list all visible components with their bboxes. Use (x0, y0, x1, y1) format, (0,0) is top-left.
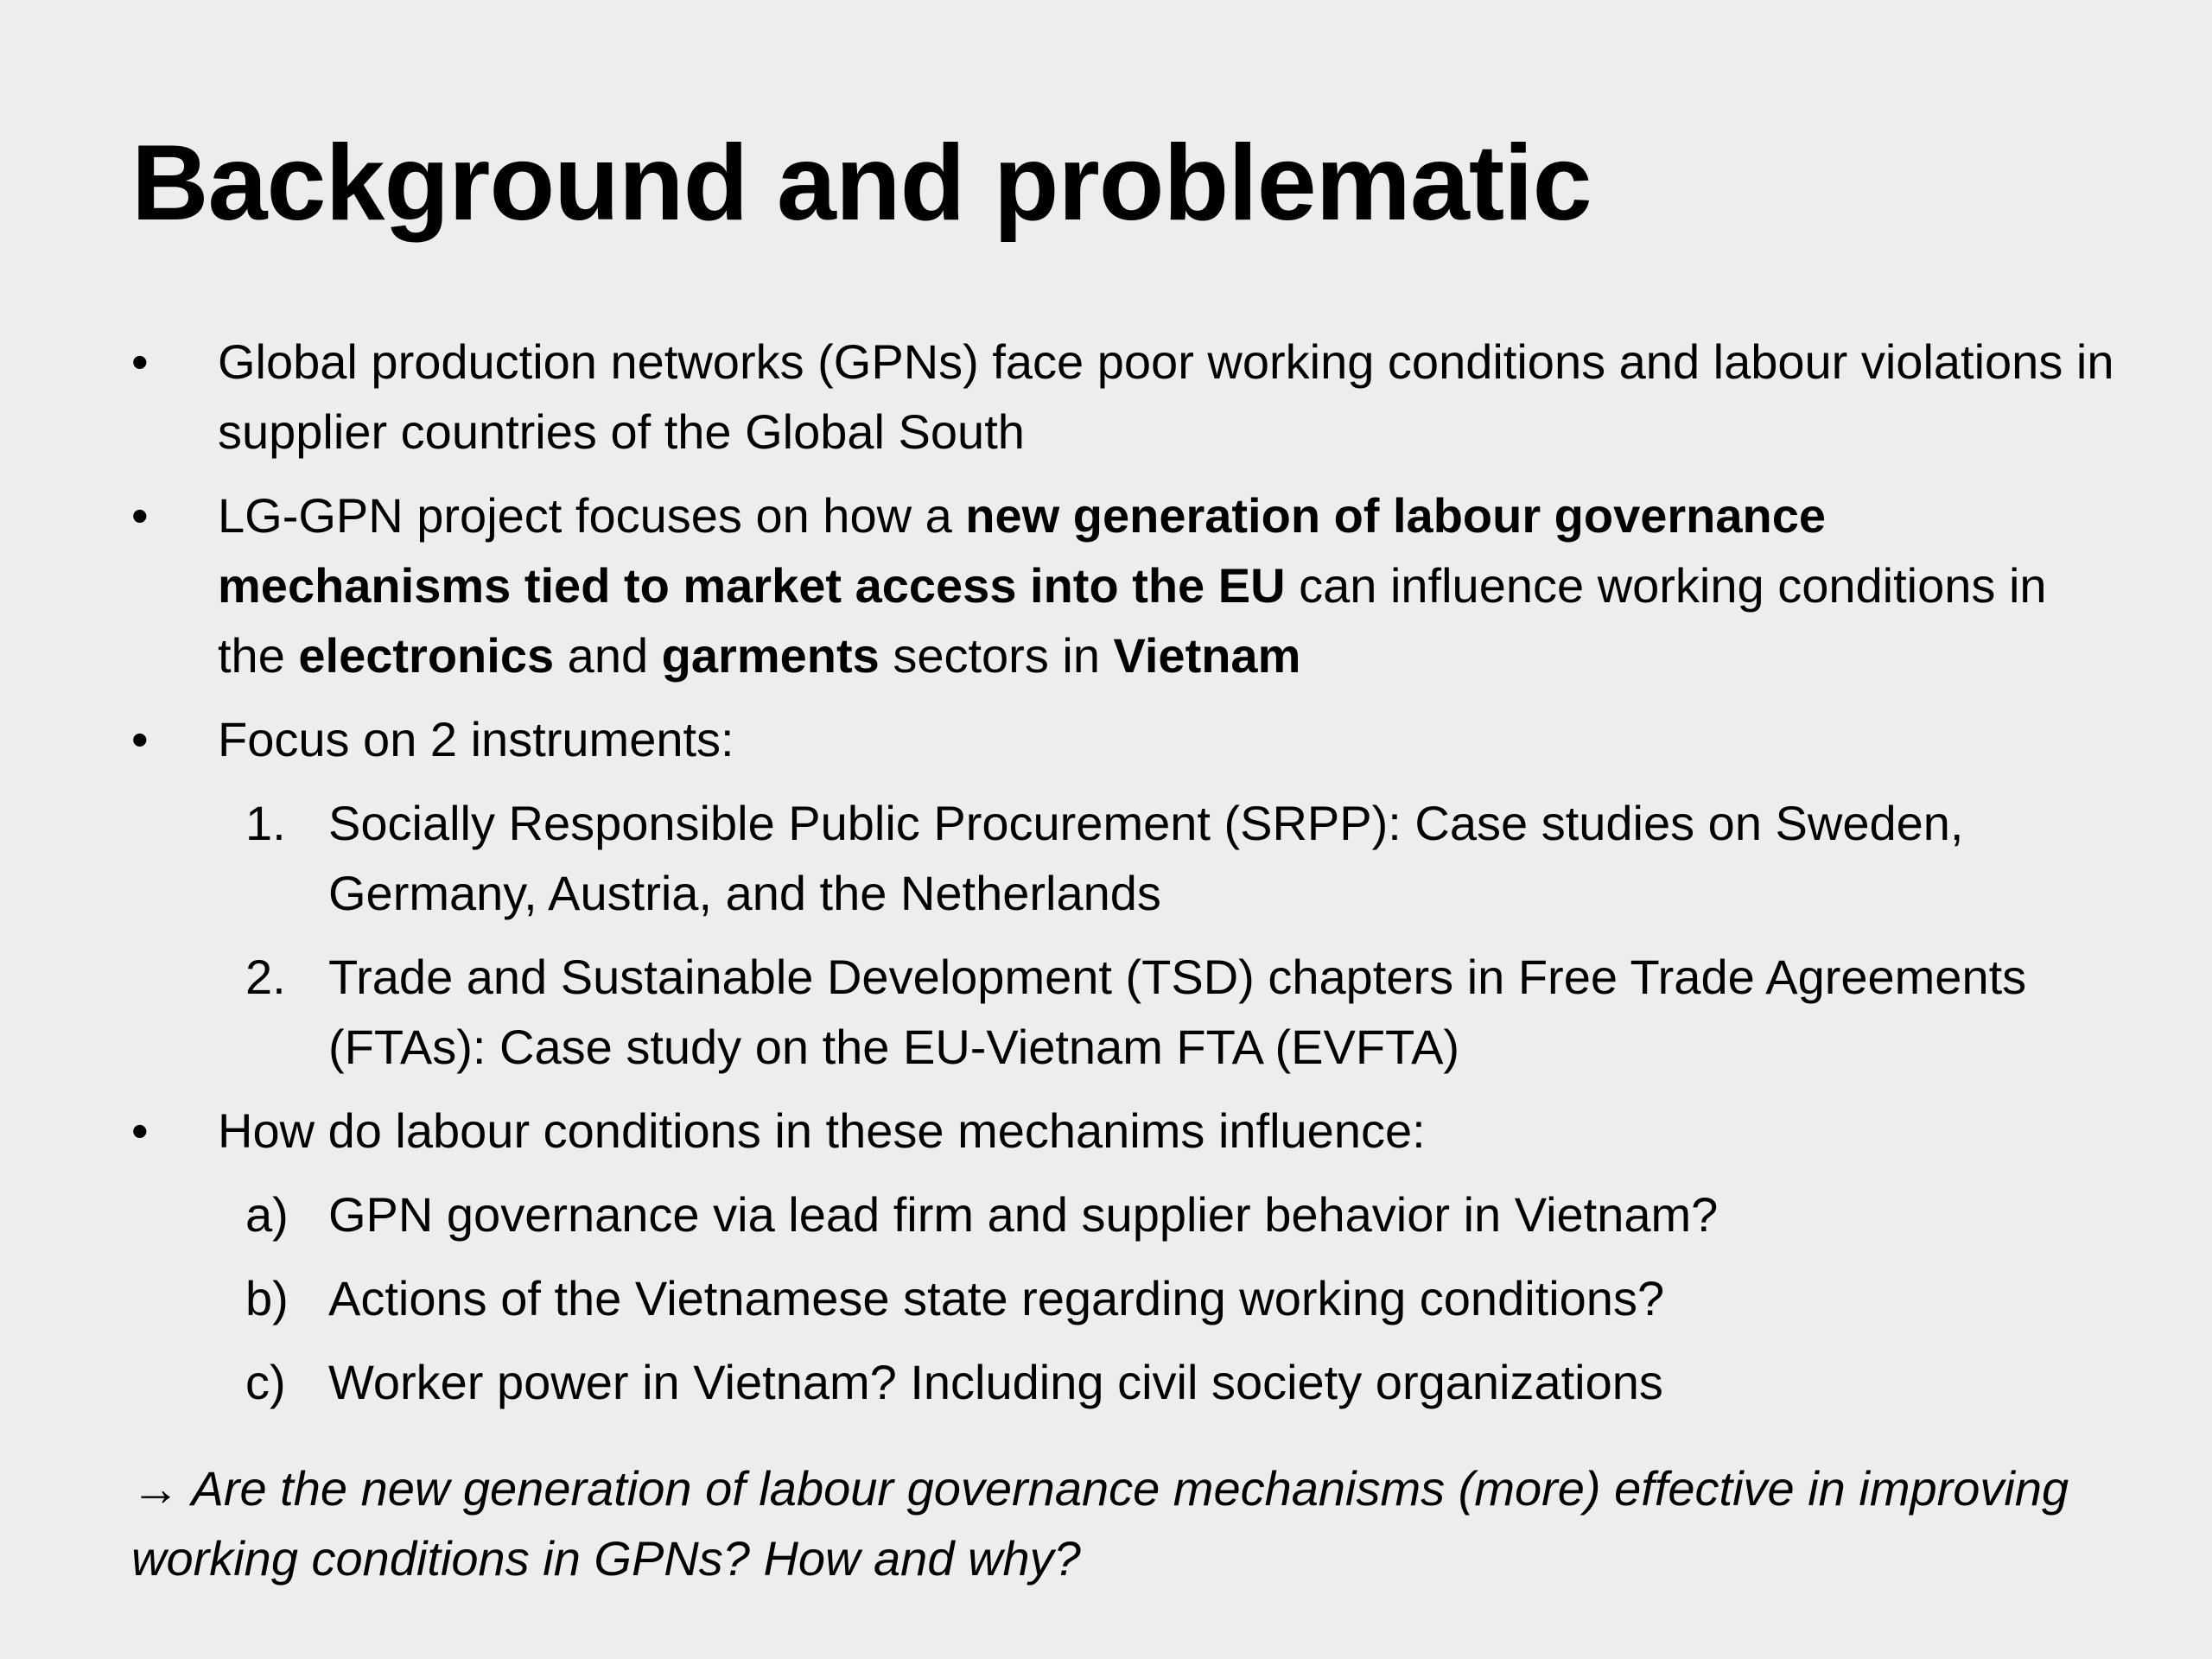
slide-title: Background and problematic (131, 124, 1592, 243)
numbered-item (131, 942, 2119, 1082)
bullet-marker: • (131, 334, 149, 389)
bold-text-run: new generation of labour governance mechanisms tied to market access into the EU (218, 488, 1827, 613)
text-run: LG-GPN project focuses on how a (218, 488, 966, 543)
bold-text-run: Vietnam (1113, 628, 1301, 683)
item-letter: c) (245, 1355, 286, 1409)
lettered-item (131, 1347, 2119, 1417)
bold-text-run: electronics (298, 628, 555, 683)
item-text: Socially Responsible Public Procurement (SRPP): Case studies on Sweden, Germany, Austria, and the Netherlands (328, 796, 1964, 920)
research-question: → Are the new generation of labour governance mechanisms (more) effective in improving working conditions in GPNs? How and why? (131, 1461, 2069, 1586)
item-letter: a) (245, 1187, 289, 1242)
item-text: Worker power in Vietnam? Including civil society organizations (328, 1355, 1663, 1409)
bullet-marker: • (131, 1103, 149, 1158)
slide-body (131, 327, 2119, 1431)
lettered-item (131, 1179, 2119, 1249)
lettered-item (131, 1263, 2119, 1333)
item-text: Actions of the Vietnamese state regarding working conditions? (328, 1271, 1665, 1325)
bullet-text: Global production networks (GPNs) face poor working conditions and labour violations in supplier countries of the Global South (218, 334, 2114, 459)
text-run: and (554, 628, 662, 683)
bold-text-run: garments (661, 628, 880, 683)
numbered-item (131, 788, 2119, 928)
bullet-item (131, 480, 2119, 690)
bullet-marker: • (131, 712, 149, 766)
item-number: 2. (245, 950, 286, 1004)
bullet-text: Focus on 2 instruments: (218, 712, 734, 766)
numbered-list (131, 788, 2119, 1082)
bullet-item (131, 704, 2119, 774)
item-text: GPN governance via lead firm and supplier behavior in Vietnam? (328, 1187, 1719, 1242)
item-text: Trade and Sustainable Development (TSD) chapters in Free Trade Agreements (FTAs): Case study on the EU-Vietnam FTA (EVFTA) (328, 950, 2027, 1074)
text-run: sectors in (879, 628, 1114, 683)
bullet-text (218, 488, 2047, 683)
bullet-item (131, 1096, 2119, 1166)
item-letter: b) (245, 1271, 289, 1325)
item-number: 1. (245, 796, 286, 850)
bullet-marker: • (131, 488, 149, 543)
lettered-list (131, 1179, 2119, 1417)
bullet-item (131, 327, 2119, 467)
bullet-text: How do labour conditions in these mechanims influence: (218, 1103, 1426, 1158)
text-run: can influence working conditions in the (218, 558, 2047, 683)
